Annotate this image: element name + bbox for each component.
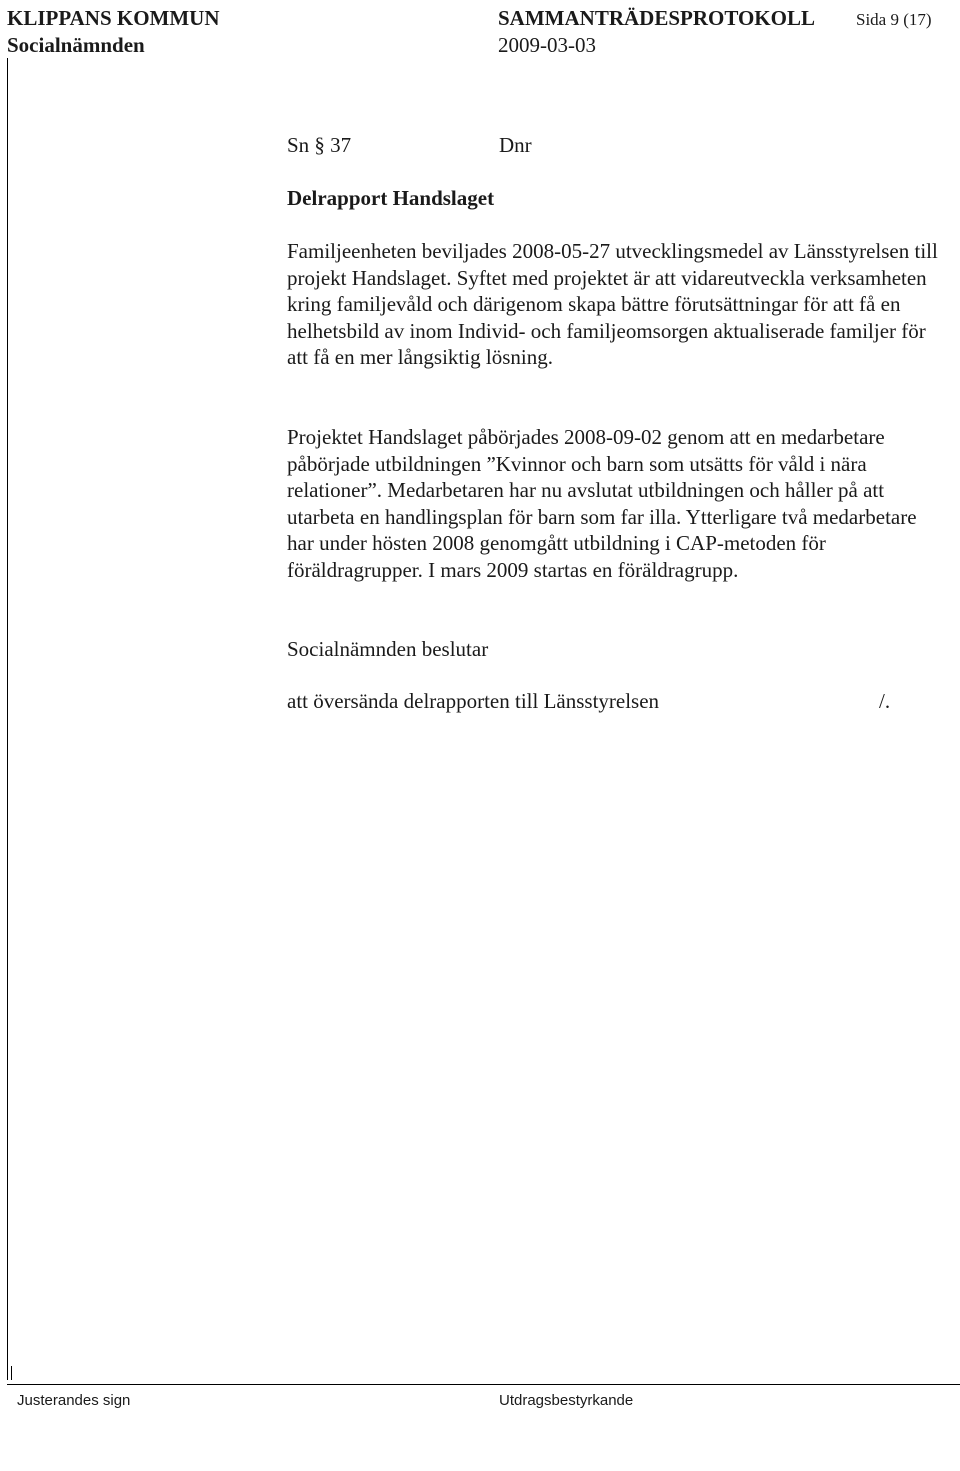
paragraph-text: Projektet Handslaget påbörjades 2008-09-02 genom att en medarbetare påbörjade utbildningen ”Kvinnor och barn som utsätts för våld i nära relationer”. Medarbetaren har nu avslutat utbildningen och håller på att utarbeta en handlingsplan för barn som far illa. Ytterligare två medarbetare har under hösten 2008 genomgått utbildning i CAP-metoden för föräldragrupper. I mars 2009 startas en föräldragrupp. [287,425,917,582]
decision-end-mark: /. [879,689,891,713]
page-number: Sida 9 (17) [856,10,932,29]
organization-name: KLIPPANS KOMMUN [7,6,220,30]
body-paragraph-2 [287,424,947,583]
paragraph-text: Familjeenheten beviljades 2008-05-27 utvecklingsmedel av Länsstyrelsen till projekt Handslaget. Syftet med projektet är att vidareutveckla verksamheten kring familjevåld och därigenom skapa bättre förutsättningar för att få en helhetsbild av inom Individ- och familjeomsorgen aktualiserade familjer för att få en mer långsiktig lösning. [287,239,938,369]
footer-sign-label: Justerandes sign [17,1392,131,1409]
department-name: Socialnämnden [7,33,145,57]
section-number-row [287,132,947,159]
decision-title: Socialnämnden beslutar [287,637,489,661]
dnr-label: Dnr [499,133,532,157]
margin-tick [11,1366,12,1380]
section-heading: Delrapport Handslaget [287,186,495,210]
section-number: Sn § 37 [287,133,352,157]
left-margin-line [7,58,8,1380]
footer-divider [7,1384,960,1385]
body-paragraph-1 [287,238,947,371]
footer-certification-label: Utdragsbestyrkande [499,1392,634,1409]
document-type: SAMMANTRÄDESPROTOKOLL [498,6,815,30]
decision-row [287,688,947,715]
meeting-date: 2009-03-03 [498,33,596,57]
decision-text: att översända delrapporten till Länsstyrelsen [287,689,660,713]
